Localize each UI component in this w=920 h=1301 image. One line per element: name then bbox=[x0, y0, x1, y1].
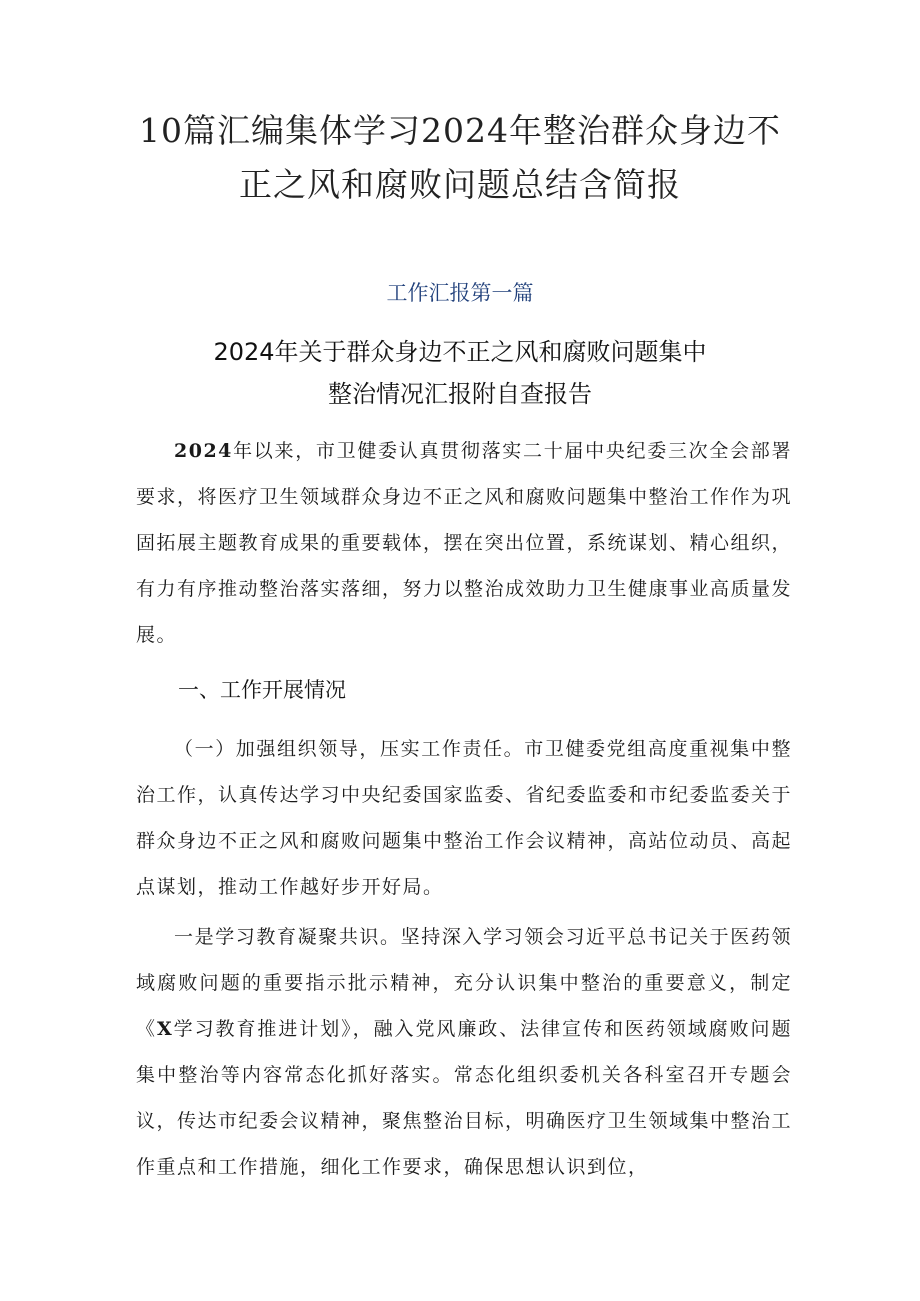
report-title-line-2: 整治情况汇报附自查报告 bbox=[328, 380, 592, 408]
report-title bbox=[120, 331, 800, 415]
heading-work-situation: 一、工作开展情况 bbox=[178, 678, 346, 702]
paragraph-study-education-text-before: 一是学习教育凝聚共识。坚持深入学习领会习近平总书记关于医药领域腐败问题的重要指示批示精神，充分认识集中整治的重要意义，制定《 bbox=[136, 926, 792, 1040]
document-title-line-2: 正之风和腐败问题总结含简报 bbox=[239, 165, 681, 204]
intro-paragraph-text: 年以来，市卫健委认真贯彻落实二十届中央纪委三次全会部署要求，将医疗卫生领域群众身边不正之风和腐败问题集中整治工作作为巩固拓展主题教育成果的重要载体，摆在突出位置，系统谋划、精心组织，有力有序推动整治落实落细，努力以整治成效助力卫生健康事业高质量发展。 bbox=[136, 440, 793, 646]
paragraph-study-education-text-after: 学习教育推进计划》，融入党风廉政、法律宣传和医药领域腐败问题集中整治等内容常态化抓好落实。常态化组织委机关各科室召开专题会议，传达市纪委会议精神，聚焦整治目标，明确医疗卫生领域集中整治工作重点和工作措施，细化工作要求，确保思想认识到位， bbox=[136, 1018, 793, 1178]
section-label: 工作汇报第一篇 bbox=[386, 281, 534, 305]
paragraph-study-education-bold-x: X bbox=[156, 1018, 174, 1040]
paragraph-organization-leadership: （一）加强组织领导，压实工作责任。市卫健委党组高度重视集中整治工作，认真传达学习中央纪委国家监委、省纪委监委和市纪委监委关于群众身边不正之风和腐败问题集中整治工作会议精神，高站位动员、高起点谋划，推动工作越好步开好局。 bbox=[136, 738, 793, 898]
intro-paragraph bbox=[136, 428, 792, 658]
document-title-line-1: 10篇汇编集体学习2024年整治群众身边不 bbox=[139, 111, 781, 150]
report-title-line-1: 2024年关于群众身边不正之风和腐败问题集中 bbox=[213, 338, 707, 366]
document-title bbox=[120, 104, 800, 212]
intro-paragraph-year: 2024 bbox=[174, 440, 233, 462]
paragraph-study-education bbox=[136, 914, 792, 1190]
